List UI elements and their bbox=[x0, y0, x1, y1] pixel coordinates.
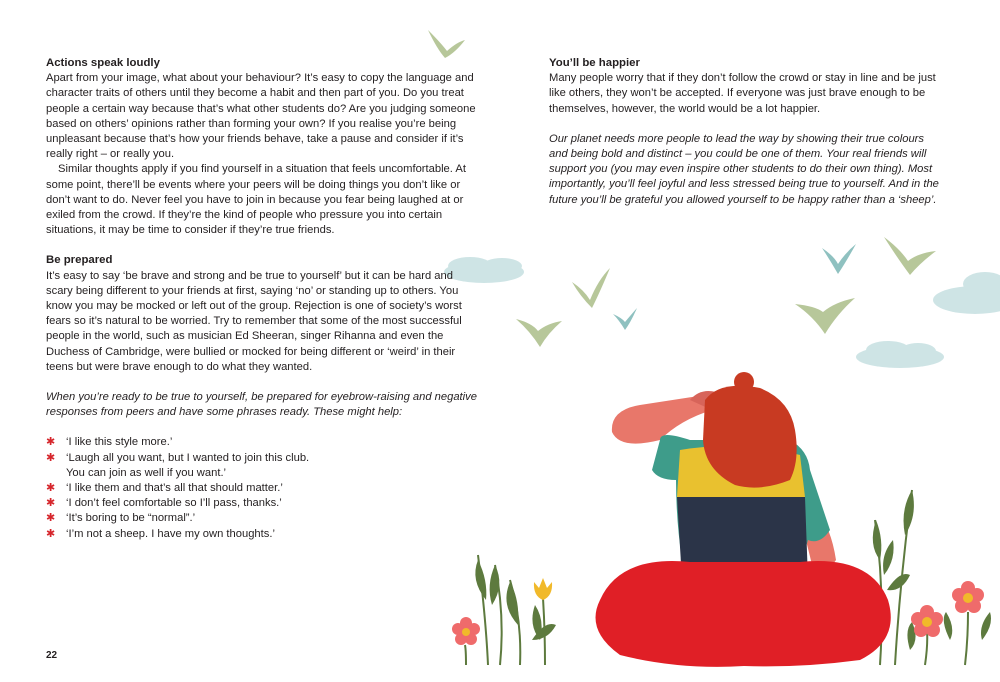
bird-icon bbox=[613, 308, 637, 330]
paragraph: It’s easy to say ‘be brave and strong and be true to yourself’ but it can be hard and scary being different to your friends at first, saying ‘no’ or standing up to others. You know you may be mocked or left out of the group. Rejection is one of society’s worst fears so it’s natural to be worried. Try to remember that some of the most successful people in the world, such as musician Ed Sheeran, singer Rihanna and even the Duchess of Cambridge, were bullied or mocked for being different or ‘weird’ in their teens but were brave enough to do what they wanted. bbox=[46, 269, 462, 373]
list-item: ✱ ‘It’s boring to be “normal”.’ bbox=[46, 511, 481, 526]
tulip-icon bbox=[534, 578, 552, 600]
asterisk-icon: ✱ bbox=[46, 527, 56, 540]
paragraph: Many people worry that if they don’t follow the crowd or stay in line and be just like others, they won’t be accepted. If everyone was just brave enough to be themselves, however, the world would be a lot happier. bbox=[549, 72, 936, 115]
list-item: ✱ ‘Laugh all you want, but I wanted to join this club. You can join as well if you want.’ bbox=[46, 451, 310, 479]
paragraph: Similar thoughts apply if you find yourself in a situation that feels uncomfortable. At some point, there’ll be events where your peers will be doing things you don’t like or don’t want to do. Never feel you have to join in because you fear being laughed at or exiled from the crowd. If they’re the kind of people who pressure you into certain situations, it may be time to consider if they’re true friends. bbox=[46, 163, 466, 237]
flower-icon bbox=[452, 617, 480, 645]
bird-icon bbox=[884, 237, 936, 275]
paragraph: Apart from your image, what about your behaviour? It’s easy to copy the language and character traits of others until they become a habit and then part of you. Do you treat people a certain way because that’s what other students do? Are you judging someone based on others’ opinions rather than forming your own? If you realise you’re being unpleasant because that’s how your friends behave, take a pause and consider if it’s really right – or really you. bbox=[46, 72, 476, 161]
list-item: ✱ ‘I’m not a sheep. I have my own thoughts.’ bbox=[46, 527, 481, 542]
cloud-icon bbox=[856, 341, 944, 368]
list-item: ✱ ‘I like them and that’s all that should matter.’ bbox=[46, 481, 481, 496]
asterisk-icon: ✱ bbox=[46, 497, 56, 510]
section-heading: Be prepared bbox=[46, 254, 113, 267]
italic-paragraph: When you’re ready to be true to yourself, be prepared for eyebrow-raising and negative responses from peers and have some phrases ready. These might help: bbox=[46, 391, 477, 419]
quote-list bbox=[46, 435, 481, 541]
section-heading: Actions speak loudly bbox=[46, 57, 160, 69]
right-column bbox=[549, 56, 941, 208]
list-item: ✱ ‘I don’t feel comfortable so I’ll pass, thanks.’ bbox=[46, 496, 481, 511]
asterisk-icon: ✱ bbox=[46, 512, 56, 525]
list-item: ✱ ‘I like this style more.’ bbox=[46, 435, 481, 450]
bird-icon bbox=[795, 298, 855, 334]
bird-icon bbox=[822, 244, 856, 274]
woman-figure bbox=[596, 372, 891, 667]
cloud-icon bbox=[933, 272, 1000, 314]
asterisk-icon: ✱ bbox=[46, 482, 56, 495]
bird-icon bbox=[428, 30, 465, 58]
flower-icon bbox=[952, 581, 984, 613]
asterisk-icon: ✱ bbox=[46, 451, 56, 464]
section-heading: You’ll be happier bbox=[549, 57, 640, 69]
page-number: 22 bbox=[46, 650, 58, 661]
plant-stems-right bbox=[875, 490, 968, 665]
italic-paragraph: Our planet needs more people to lead the way by showing their true colours and being bold and distinct – you could be one of them. Your real friends will support you (you may even inspire other students to do their own thing). Most importantly, you’ll feel joyful and less stressed being true to yourself. And in the future you’ll be grateful you allowed yourself to be happy rather than a ‘sheep’. bbox=[549, 132, 939, 206]
flower-icon bbox=[911, 605, 943, 637]
left-column bbox=[46, 56, 481, 542]
bird-icon bbox=[516, 319, 562, 347]
bird-icon bbox=[572, 268, 610, 308]
asterisk-icon: ✱ bbox=[46, 436, 56, 449]
